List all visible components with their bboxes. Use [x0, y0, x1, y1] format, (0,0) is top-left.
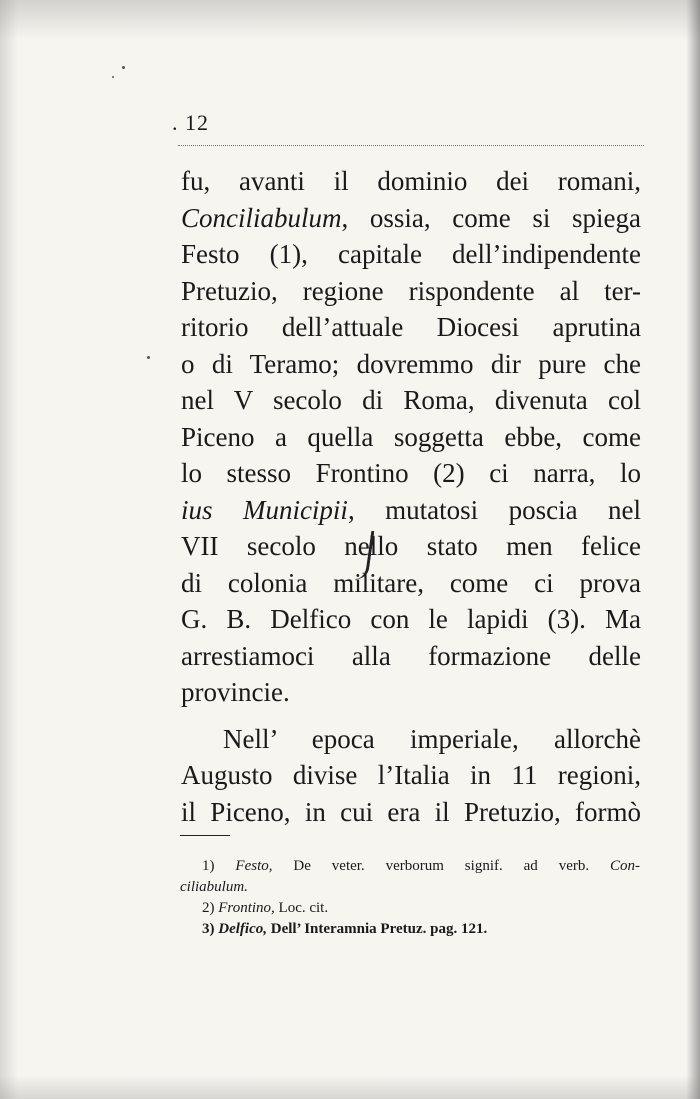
page-shadow-left [0, 0, 18, 1099]
text-line [181, 601, 641, 638]
footnote-line [180, 919, 640, 940]
footnote-text: 1) [202, 858, 236, 874]
footnotes [180, 856, 640, 940]
footnote-text: Festo, [235, 858, 273, 874]
text-line [181, 163, 641, 200]
paragraph-gap [181, 711, 641, 721]
text-line [181, 273, 641, 310]
footnote [180, 856, 640, 898]
page-number: . 12 [172, 110, 209, 135]
ink-speck [112, 76, 114, 78]
footnote [180, 919, 640, 940]
text-segment: ritorio dell’attuale Diocesi aprutina [181, 312, 641, 342]
text-line [181, 419, 641, 456]
text-segment: nel V secolo di Roma, divenuta col [181, 385, 641, 415]
text-segment: , mutatosi poscia nel [347, 494, 641, 525]
footnote-text: Delfico, [218, 921, 267, 937]
text-line [181, 200, 641, 237]
text-line [181, 565, 641, 602]
footnote-text: De veter. verborum signif. ad verb. [272, 858, 610, 874]
text-line [181, 528, 641, 565]
body-text [181, 163, 641, 830]
footnote-line [180, 898, 640, 919]
header-rule [178, 145, 644, 146]
text-segment: arrestiamoci alla formazione delle [181, 640, 641, 671]
text-line [181, 638, 641, 675]
footnote-text: Frontino, [218, 900, 275, 916]
text-segment: lo stesso Frontino (2) ci narra, lo [181, 458, 641, 488]
ink-speck [122, 66, 125, 69]
ink-speck [147, 356, 150, 359]
page-shadow-top [0, 0, 700, 40]
text-line [181, 455, 641, 492]
text-segment: o di Teramo; dovremmo dir pure che [181, 348, 641, 379]
footnote-rule [180, 835, 230, 836]
text-segment: G. B. Delfico con le lapidi (3). Ma [181, 604, 641, 634]
text-segment: fu, avanti il dominio dei romani, [181, 166, 641, 196]
text-segment: Piceno a quella soggetta ebbe, come [181, 421, 641, 452]
text-segment: di colonia militare, come ci prova [181, 567, 641, 598]
text-segment: Festo (1), capitale dell’indipendente [181, 239, 641, 269]
footnote [180, 898, 640, 919]
footnote-line [180, 856, 640, 877]
italic-text: Conciliabulum [181, 202, 342, 233]
footnote-text: 3) [202, 921, 219, 937]
text-line [181, 674, 641, 711]
footnote-text: 2) [202, 900, 219, 916]
text-line: Nell’ epoca imperiale, allorchè [223, 723, 641, 754]
text-segment: VII secolo nello stato men felice [181, 531, 641, 561]
footnote-text: Con- [610, 858, 640, 874]
text-line [181, 309, 641, 346]
text-segment: provincie. [181, 677, 290, 707]
page-shadow-bottom [0, 1075, 700, 1099]
text-line: il Piceno, in cui era il Pretuzio, formò [181, 796, 641, 827]
page-shadow-right [686, 0, 700, 1099]
text-line [181, 346, 641, 383]
footnote-line [180, 877, 640, 898]
italic-text: ius Municipii [181, 494, 348, 525]
footnote-text: Dell’ Interamnia Pretuz. pag. 121. [266, 921, 488, 937]
footnote-text: Loc. cit. [274, 900, 329, 916]
text-line: Augusto divise l’Italia in 11 regioni, [181, 760, 641, 790]
text-segment: Pretuzio, regione rispondente al ter- [181, 275, 641, 306]
text-line [181, 492, 641, 529]
text-line [181, 382, 641, 419]
text-line [181, 236, 641, 273]
text-segment: , ossia, come si spiega [341, 202, 641, 233]
footnote-text: ciliabulum. [180, 879, 248, 895]
